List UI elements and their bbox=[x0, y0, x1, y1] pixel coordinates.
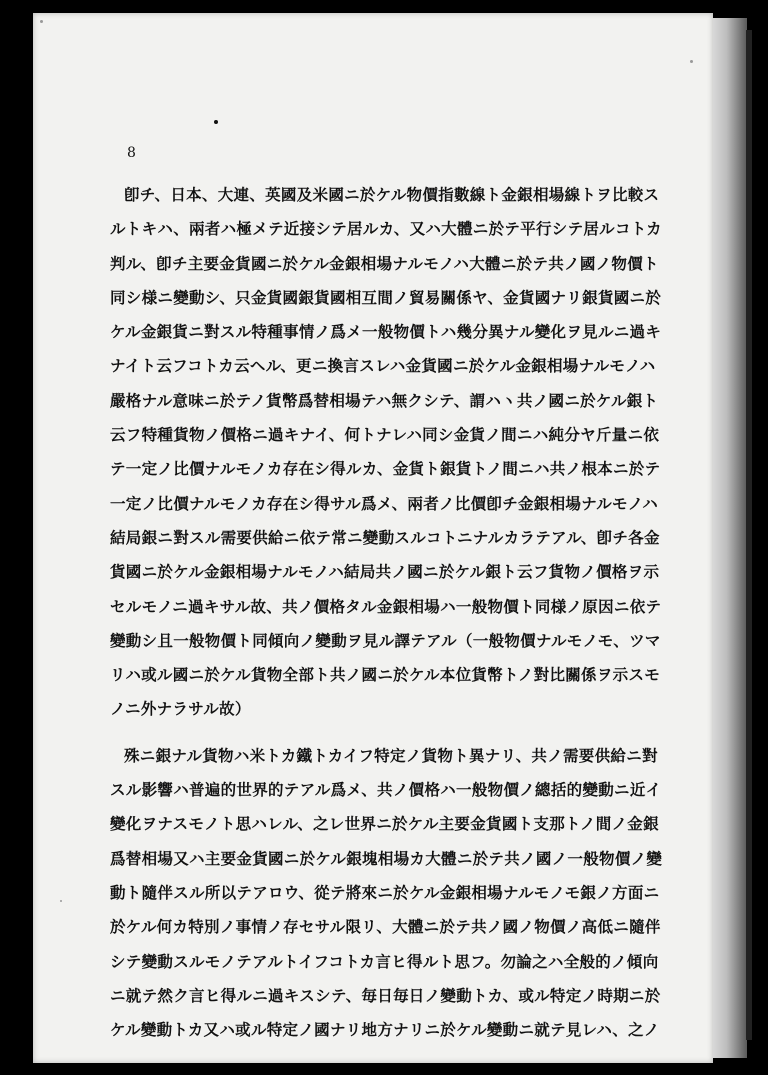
ink-dot bbox=[214, 120, 218, 124]
text-line: 貨國ニ於ケル金銀相場ナルモノハ結局共ノ國ニ於ケル銀ト云フ貨物ノ價格ヲ示 bbox=[110, 562, 660, 582]
text-line: 卽チ、日本、大連、英國及米國ニ於ケル物價指數線ト金銀相場線トヲ比較ス bbox=[124, 185, 660, 204]
text-line: シテ變動スルモノテアルトイフコトカ言ヒ得ルト思フ。勿論之ハ全般的ノ傾向 bbox=[110, 951, 659, 971]
text-line: ケル變動トカ又ハ或ル特定ノ國ナリ地方ナリニ於ケル變動ニ就テ見レハ、之ノ bbox=[110, 1020, 660, 1040]
scan-speck bbox=[690, 60, 693, 63]
text-line: 同シ様ニ變動シ、只金貨國銀貨國相互間ノ貿易關係ヤ、金貨國ナリ銀貨國ニ於 bbox=[110, 287, 662, 307]
text-line: ルトキハ、兩者ハ極メテ近接シテ居ルカ、又ハ大體ニ於テ平行シテ居ルコトカ bbox=[110, 219, 662, 239]
scan-speck bbox=[60, 900, 62, 902]
text-line: リハ或ル國ニ於ケル貨物全部ト共ノ國ニ於ケル本位貨幣トノ對比關係ヲ示スモ bbox=[110, 665, 661, 685]
text-line: テ一定ノ比價ナルモノカ存在シ得ルカ、金貨ト銀貨トノ間ニハ共ノ根本ニ於テ bbox=[110, 459, 661, 479]
text-line: 結局銀ニ對スル需要供給ニ依テ常ニ變動スルコトニナルカラテアル、卽チ各金 bbox=[110, 527, 660, 547]
text-line: スル影響ハ普遍的世界的テアル爲メ、共ノ價格ハ一般物價ノ總括的變動ニ近イ bbox=[110, 780, 662, 800]
text-line: 於ケル何カ特別ノ事情ノ存セサル限リ、大體ニ於テ共ノ國ノ物價ノ高低ニ隨伴 bbox=[110, 917, 661, 937]
text-line: ナイト云フコトカ云ヘル、更ニ換言スレハ金貨國ニ於ケル金銀相場ナルモノハ bbox=[110, 356, 656, 376]
text-line: 云フ特種貨物ノ價格ニ過キナイ、何トナレハ同シ金貨ノ間ニハ純分ヤ斤量ニ依 bbox=[110, 425, 660, 445]
text-line: 判ル、卽チ主要金貨國ニ於ケル金銀相場ナルモノハ大體ニ於テ共ノ國ノ物價ト bbox=[110, 253, 659, 273]
text-line: 殊ニ銀ナル貨物ハ米トカ鐵トカイフ特定ノ貨物ト異ナリ、共ノ需要供給ニ對 bbox=[124, 745, 658, 765]
page-edge bbox=[713, 18, 747, 1058]
page-number: 8 bbox=[127, 145, 136, 161]
text-line: 爲替相場又ハ主要金貨國ニ於ケル銀塊相場カ大體ニ於テ共ノ國ノ一般物價ノ變 bbox=[110, 848, 663, 868]
text-line: ニ就テ然ク言ヒ得ルニ過キスシテ、毎日毎日ノ變動トカ、或ル特定ノ時期ニ於 bbox=[110, 985, 661, 1005]
text-line: 變化ヲナスモノト思ハレル、之レ世界ニ於ケル主要金貨國ト支那トノ間ノ金銀 bbox=[110, 814, 659, 834]
page-edge-shadow bbox=[746, 30, 752, 1040]
text-line: セルモノニ過キサル故、共ノ價格タル金銀相場ハ一般物價ト同様ノ原因ニ依テ bbox=[110, 596, 662, 616]
text-line: 一定ノ比價ナルモノカ存在シ得サル爲メ、兩者ノ比價卽チ金銀相場ナルモノハ bbox=[110, 493, 659, 513]
text-line: ノニ外ナラサル故） bbox=[110, 699, 251, 719]
scan-speck bbox=[40, 20, 43, 23]
body-text bbox=[110, 178, 663, 1047]
text-line: ケル金銀貨ニ對スル特種事情ノ爲メ一般物價トハ幾分異ナル變化ヲ見ルニ過キ bbox=[110, 322, 662, 342]
paragraph-gap bbox=[110, 727, 660, 739]
text-line: 變動シ且一般物價ト同傾向ノ變動ヲ見ル譯テアル（一般物價ナルモノモ、ツマ bbox=[110, 630, 661, 650]
text-line: 動ト隨伴スル所以テアロウ、從テ將來ニ於ケル金銀相場ナルモノモ銀ノ方面ニ bbox=[110, 882, 660, 902]
text-line: 嚴格ナル意味ニ於テノ貨幣爲替相場テハ無クシテ、謂ハヽ共ノ國ニ於ケル銀ト bbox=[110, 390, 659, 410]
